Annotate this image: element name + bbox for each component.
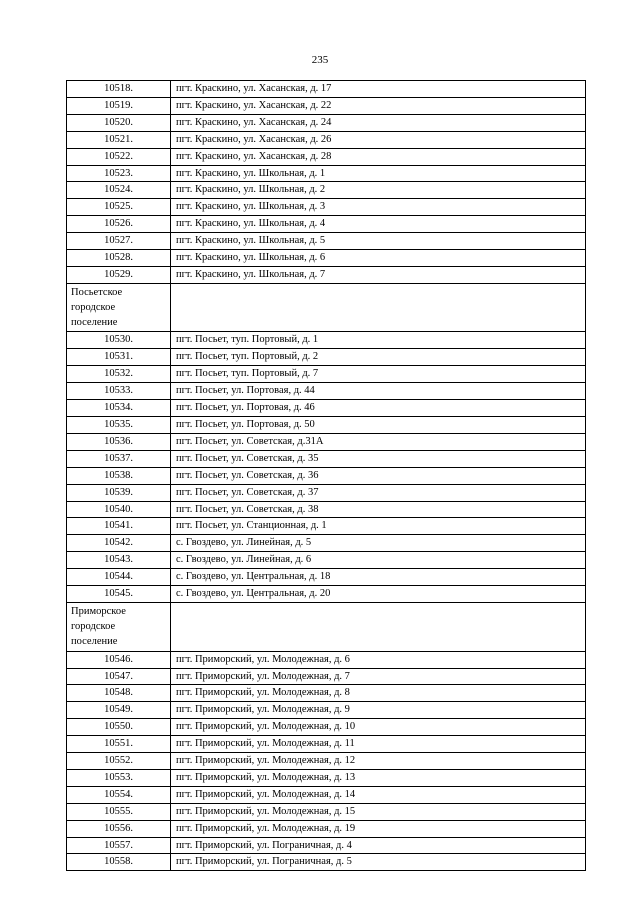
row-number: 10526.	[67, 216, 171, 233]
row-address: пгт. Приморский, ул. Молодежная, д. 10	[171, 719, 586, 736]
row-address: с. Гвоздево, ул. Центральная, д. 18	[171, 569, 586, 586]
table-row	[67, 753, 586, 770]
table-row	[67, 467, 586, 484]
table-row	[67, 518, 586, 535]
row-address: пгт. Посьет, ул. Станционная, д. 1	[171, 518, 586, 535]
row-address: пгт. Краскино, ул. Хасанская, д. 17	[171, 81, 586, 98]
row-address: с. Гвоздево, ул. Линейная, д. 6	[171, 552, 586, 569]
address-table-body	[67, 81, 586, 871]
row-address: пгт. Приморский, ул. Молодежная, д. 7	[171, 668, 586, 685]
row-number: 10558.	[67, 854, 171, 871]
row-address: пгт. Посьет, туп. Портовый, д. 2	[171, 349, 586, 366]
row-number: 10550.	[67, 719, 171, 736]
row-address: пгт. Приморский, ул. Молодежная, д. 12	[171, 753, 586, 770]
row-number: 10539.	[67, 484, 171, 501]
row-address: пгт. Краскино, ул. Школьная, д. 2	[171, 182, 586, 199]
row-number: 10538.	[67, 467, 171, 484]
section-title-line: Посьетское	[71, 286, 123, 298]
row-number: 10548.	[67, 685, 171, 702]
row-address: пгт. Посьет, ул. Советская, д. 37	[171, 484, 586, 501]
table-row	[67, 165, 586, 182]
row-address: с. Гвоздево, ул. Центральная, д. 20	[171, 586, 586, 603]
table-row	[67, 266, 586, 283]
table-row	[67, 433, 586, 450]
table-row	[67, 484, 586, 501]
row-number: 10524.	[67, 182, 171, 199]
row-address: пгт. Посьет, ул. Советская, д. 36	[171, 467, 586, 484]
table-row	[67, 685, 586, 702]
table-row	[67, 769, 586, 786]
table-row	[67, 182, 586, 199]
table-row	[67, 651, 586, 668]
row-number: 10534.	[67, 400, 171, 417]
table-row	[67, 131, 586, 148]
table-row	[67, 586, 586, 603]
table-row	[67, 383, 586, 400]
row-number: 10536.	[67, 433, 171, 450]
section-empty-cell	[171, 283, 586, 332]
row-number: 10537.	[67, 450, 171, 467]
row-number: 10551.	[67, 736, 171, 753]
row-number: 10547.	[67, 668, 171, 685]
table-row	[67, 837, 586, 854]
row-address: пгт. Посьет, ул. Портовая, д. 46	[171, 400, 586, 417]
row-address: пгт. Приморский, ул. Молодежная, д. 13	[171, 769, 586, 786]
table-row	[67, 854, 586, 871]
page-number: 235	[311, 54, 329, 66]
table-row	[67, 552, 586, 569]
row-address: пгт. Приморский, ул. Молодежная, д. 11	[171, 736, 586, 753]
row-number: 10540.	[67, 501, 171, 518]
table-row	[67, 250, 586, 267]
row-address: пгт. Краскино, ул. Школьная, д. 7	[171, 266, 586, 283]
row-address: пгт. Краскино, ул. Школьная, д. 4	[171, 216, 586, 233]
table-row	[67, 719, 586, 736]
row-address: пгт. Приморский, ул. Пограничная, д. 4	[171, 837, 586, 854]
row-address: пгт. Краскино, ул. Школьная, д. 5	[171, 233, 586, 250]
table-row	[67, 450, 586, 467]
section-title	[67, 602, 171, 651]
section-title-line: городское	[71, 621, 116, 633]
table-row	[67, 349, 586, 366]
row-address: пгт. Посьет, туп. Портовый, д. 1	[171, 332, 586, 349]
table-row	[67, 148, 586, 165]
row-address: пгт. Краскино, ул. Хасанская, д. 26	[171, 131, 586, 148]
section-title-line: Приморское	[71, 605, 126, 617]
section-header-row	[67, 283, 586, 332]
row-address: пгт. Приморский, ул. Молодежная, д. 15	[171, 803, 586, 820]
table-row	[67, 417, 586, 434]
row-number: 10527.	[67, 233, 171, 250]
row-number: 10522.	[67, 148, 171, 165]
row-address: пгт. Краскино, ул. Хасанская, д. 28	[171, 148, 586, 165]
row-address: пгт. Приморский, ул. Молодежная, д. 6	[171, 651, 586, 668]
row-address: пгт. Посьет, туп. Портовый, д. 7	[171, 366, 586, 383]
row-address: пгт. Краскино, ул. Школьная, д. 1	[171, 165, 586, 182]
row-number: 10543.	[67, 552, 171, 569]
table-row	[67, 81, 586, 98]
table-row	[67, 702, 586, 719]
table-row	[67, 114, 586, 131]
row-number: 10554.	[67, 786, 171, 803]
row-number: 10556.	[67, 820, 171, 837]
row-number: 10541.	[67, 518, 171, 535]
table-row	[67, 569, 586, 586]
section-header-row	[67, 602, 586, 651]
row-number: 10552.	[67, 753, 171, 770]
address-table	[66, 80, 586, 871]
table-row	[67, 535, 586, 552]
section-title-line: поселение	[71, 317, 118, 329]
table-row	[67, 199, 586, 216]
section-title	[67, 283, 171, 332]
row-number: 10530.	[67, 332, 171, 349]
row-number: 10531.	[67, 349, 171, 366]
table-row	[67, 366, 586, 383]
row-address: пгт. Посьет, ул. Советская, д. 35	[171, 450, 586, 467]
row-number: 10529.	[67, 266, 171, 283]
table-row	[67, 400, 586, 417]
row-address: пгт. Приморский, ул. Молодежная, д. 8	[171, 685, 586, 702]
table-row	[67, 233, 586, 250]
table-row	[67, 736, 586, 753]
row-address: пгт. Краскино, ул. Хасанская, д. 24	[171, 114, 586, 131]
section-empty-cell	[171, 602, 586, 651]
row-address: пгт. Посьет, ул. Портовая, д. 44	[171, 383, 586, 400]
row-number: 10532.	[67, 366, 171, 383]
table-row	[67, 97, 586, 114]
row-address: пгт. Краскино, ул. Школьная, д. 6	[171, 250, 586, 267]
table-row	[67, 786, 586, 803]
row-number: 10525.	[67, 199, 171, 216]
row-number: 10523.	[67, 165, 171, 182]
row-number: 10519.	[67, 97, 171, 114]
table-row	[67, 803, 586, 820]
row-address: пгт. Посьет, ул. Портовая, д. 50	[171, 417, 586, 434]
row-number: 10528.	[67, 250, 171, 267]
row-address: пгт. Краскино, ул. Школьная, д. 3	[171, 199, 586, 216]
row-number: 10544.	[67, 569, 171, 586]
row-address: пгт. Посьет, ул. Советская, д.31А	[171, 433, 586, 450]
table-row	[67, 216, 586, 233]
row-address: с. Гвоздево, ул. Линейная, д. 5	[171, 535, 586, 552]
row-address: пгт. Приморский, ул. Молодежная, д. 19	[171, 820, 586, 837]
row-address: пгт. Краскино, ул. Хасанская, д. 22	[171, 97, 586, 114]
row-number: 10520.	[67, 114, 171, 131]
row-number: 10521.	[67, 131, 171, 148]
row-number: 10545.	[67, 586, 171, 603]
row-address: пгт. Приморский, ул. Молодежная, д. 9	[171, 702, 586, 719]
row-number: 10546.	[67, 651, 171, 668]
row-number: 10553.	[67, 769, 171, 786]
row-address: пгт. Приморский, ул. Пограничная, д. 5	[171, 854, 586, 871]
row-number: 10557.	[67, 837, 171, 854]
row-number: 10533.	[67, 383, 171, 400]
table-row	[67, 668, 586, 685]
row-number: 10555.	[67, 803, 171, 820]
table-row	[67, 332, 586, 349]
table-row	[67, 820, 586, 837]
row-address: пгт. Посьет, ул. Советская, д. 38	[171, 501, 586, 518]
section-title-line: поселение	[71, 636, 118, 648]
row-number: 10542.	[67, 535, 171, 552]
row-number: 10535.	[67, 417, 171, 434]
row-number: 10549.	[67, 702, 171, 719]
section-title-line: городское	[71, 302, 116, 314]
table-row	[67, 501, 586, 518]
row-address: пгт. Приморский, ул. Молодежная, д. 14	[171, 786, 586, 803]
row-number: 10518.	[67, 81, 171, 98]
